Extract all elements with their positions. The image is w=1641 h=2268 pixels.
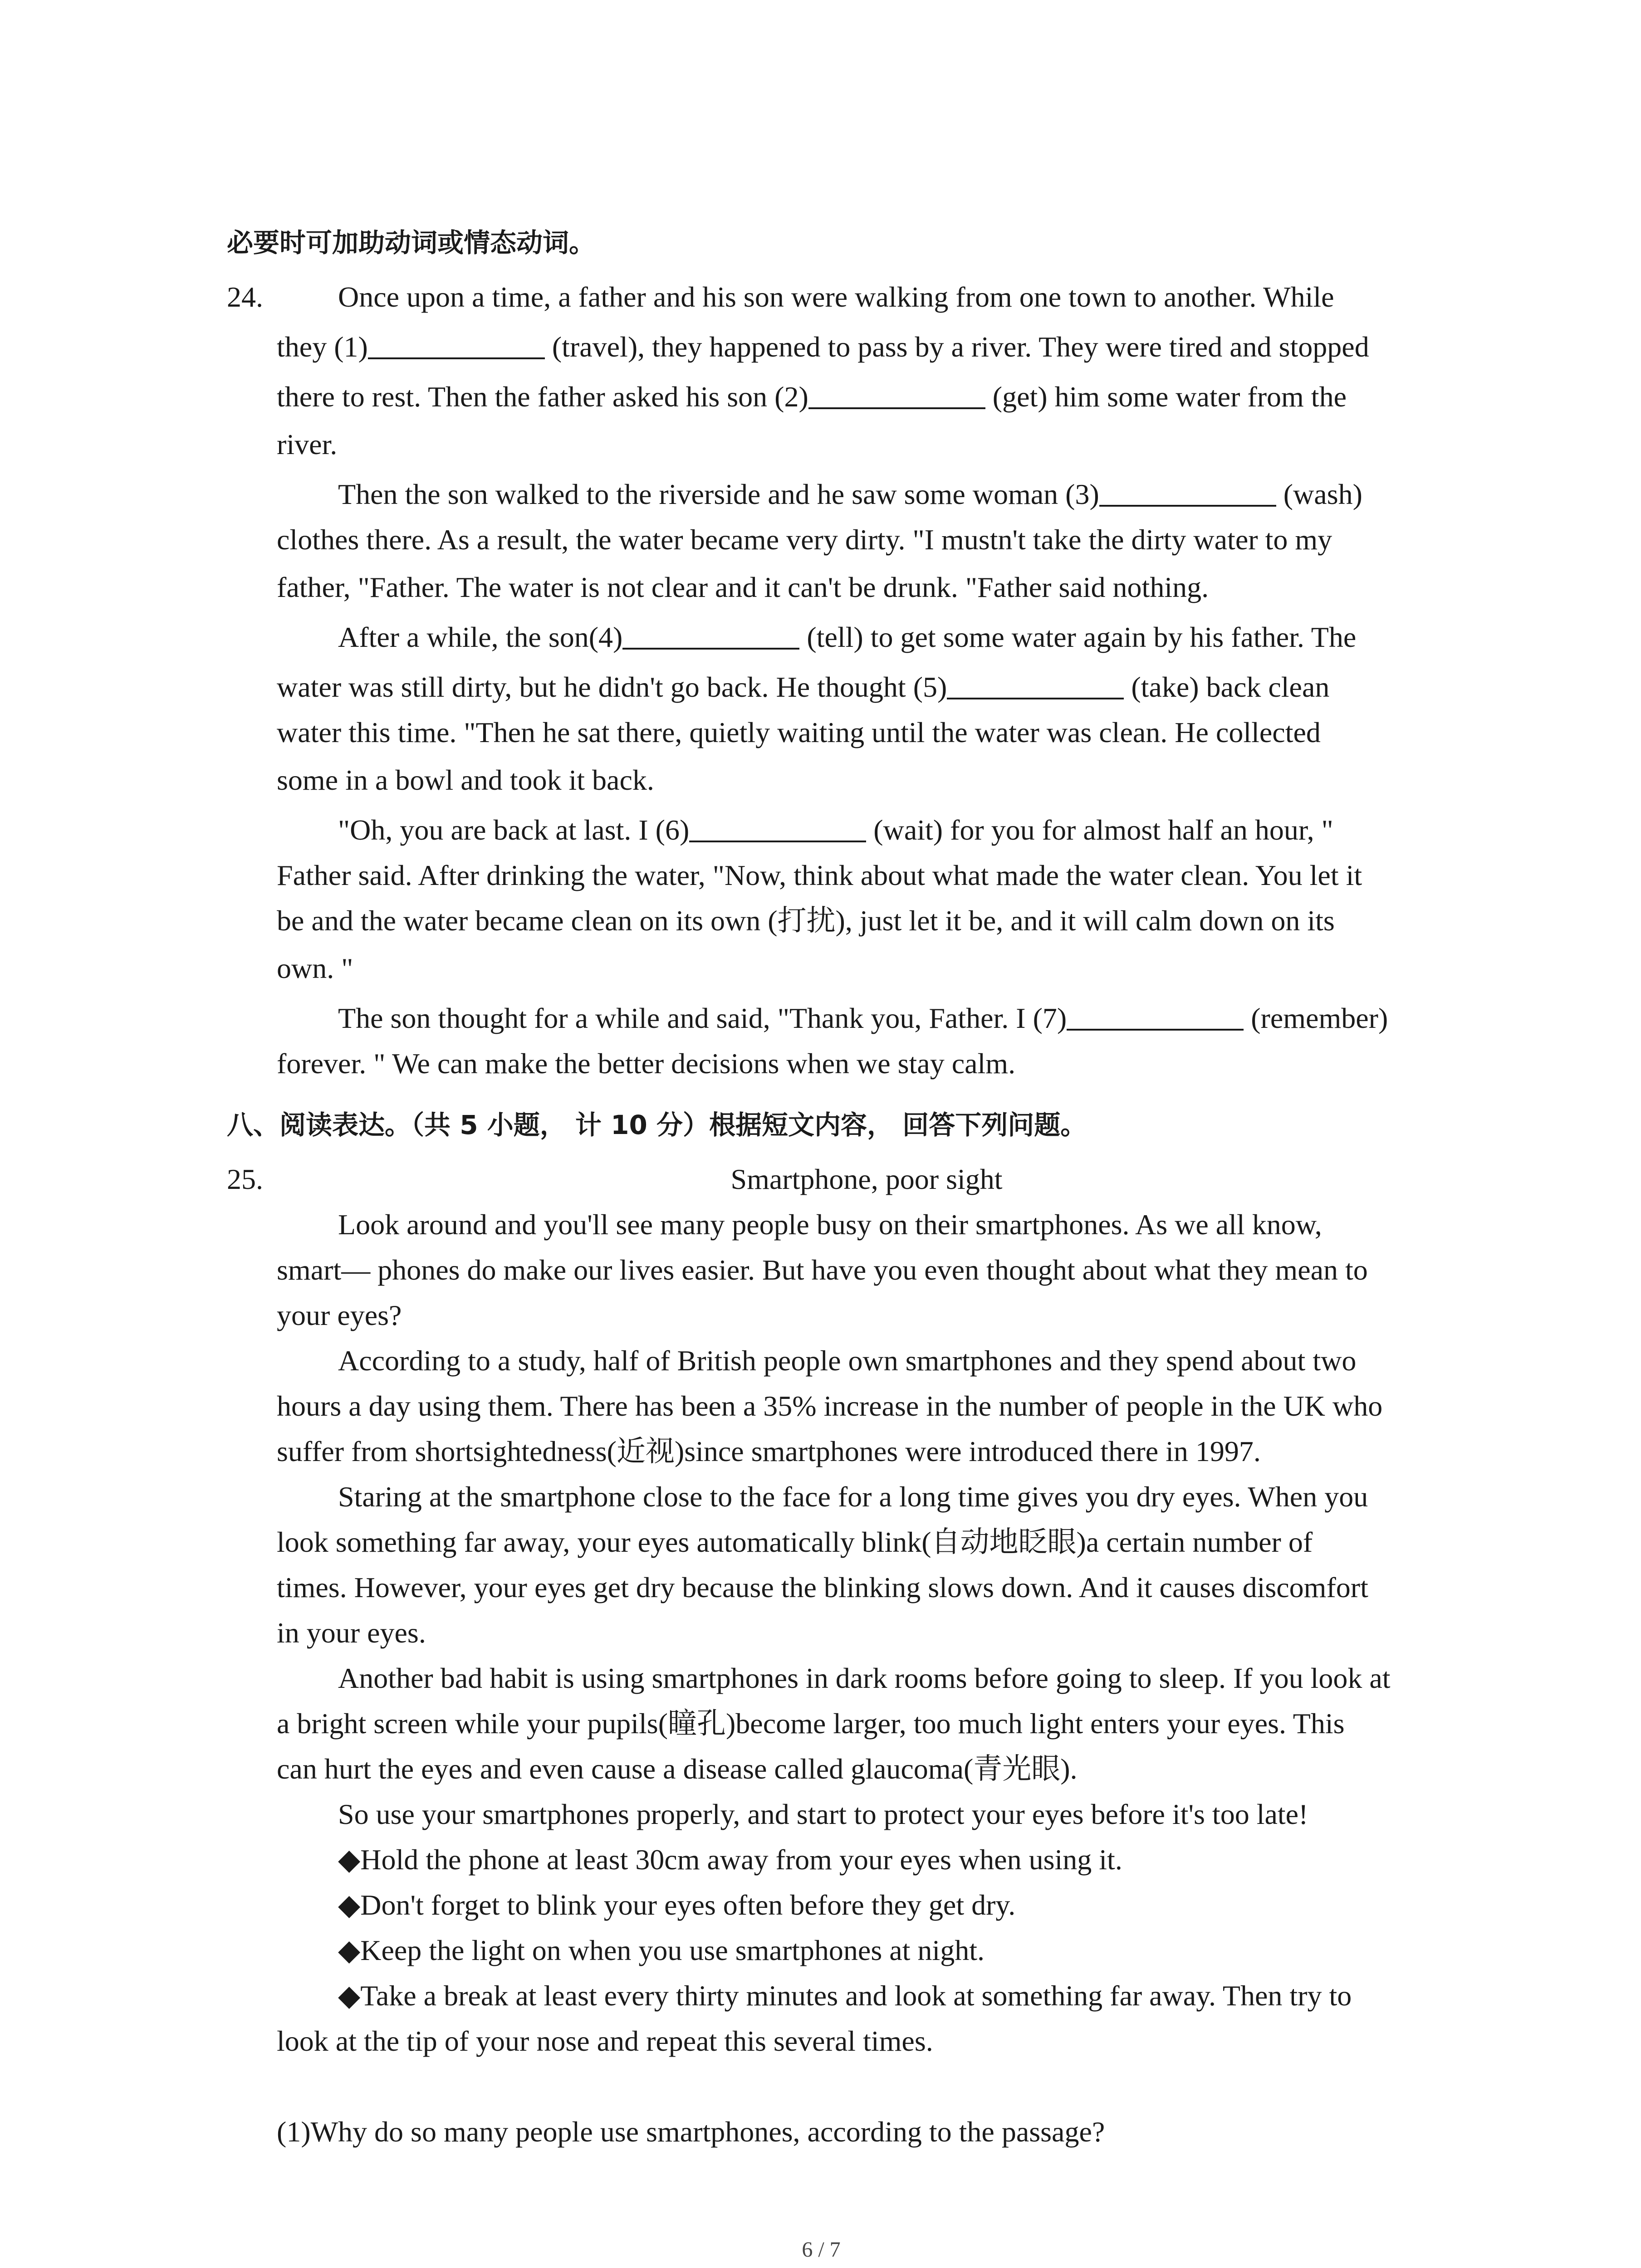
answer-blank-6[interactable] [689, 813, 866, 842]
q24-line: clothes there. As a result, the water became very dirty. "I mustn't take the dirty water to my [277, 523, 1332, 556]
q24-line: "Oh, you are back at last. I (6) (wait) for you for almost half an hour, " [338, 814, 1333, 846]
q25-line: times. However, your eyes get dry because the blinking slows down. And it causes discomfort [277, 1571, 1368, 1603]
tip-item: ◆Hold the phone at least 30cm away from your eyes when using it. [338, 1843, 1122, 1876]
answer-blank-2[interactable] [808, 380, 985, 409]
q25-line: a bright screen while your pupils(瞳孔)become larger, too much light enters your eyes. This [277, 1707, 1345, 1740]
answer-blank-4[interactable] [622, 621, 799, 650]
q25-line: smart— phones do make our lives easier. But have you even thought about what they mean to [277, 1254, 1368, 1286]
q24-line: Then the son walked to the riverside and he saw some woman (3) (wash) [338, 478, 1362, 510]
q25-line: can hurt the eyes and even cause a disease called glaucoma(青光眼). [277, 1753, 1078, 1785]
tip-item: ◆Keep the light on when you use smartphones at night. [338, 1934, 985, 1966]
q24-line: there to rest. Then the father asked his son (2) (get) him some water from the [277, 381, 1347, 413]
answer-blank-5[interactable] [947, 670, 1124, 699]
tip-item: ◆Take a break at least every thirty minutes and look at something far away. Then try to [338, 1980, 1352, 2012]
answer-blank-1[interactable] [368, 330, 545, 359]
q24-line: river. [277, 428, 338, 460]
q24-line: forever. " We can make the better decisions when we stay calm. [277, 1047, 1016, 1080]
q24-line: they (1) (travel), they happened to pass by a river. They were tired and stopped [277, 331, 1369, 363]
q25-line: According to a study, half of British people own smartphones and they spend about two [338, 1344, 1357, 1377]
q24-line: The son thought for a while and said, "Thank you, Father. I (7) (remember) [338, 1002, 1388, 1034]
q25-line: your eyes? [277, 1299, 402, 1331]
answer-blank-7[interactable] [1067, 1002, 1244, 1031]
q25-line: Staring at the smartphone close to the face for a long time gives you dry eyes. When you [338, 1481, 1368, 1513]
q25-line: look something far away, your eyes automatically blink(自动地眨眼)a certain number of [277, 1526, 1313, 1558]
tip-item: look at the tip of your nose and repeat this several times. [277, 2025, 933, 2057]
tip-item: ◆Don't forget to blink your eyes often before they get dry. [338, 1889, 1016, 1921]
q25-line: suffer from shortsightedness(近视)since smartphones were introduced there in 1997. [277, 1435, 1261, 1467]
q24-line: some in a bowl and took it back. [277, 764, 654, 796]
question-25-number: 25. [227, 1163, 263, 1195]
q24-line: After a while, the son(4) (tell) to get some water again by his father. The [338, 621, 1357, 653]
q24-line: own. " [277, 952, 353, 984]
q24-line: father, "Father. The water is not clear and it can't be drunk. "Father said nothing. [277, 571, 1209, 603]
q25-line: in your eyes. [277, 1617, 426, 1649]
section-instruction-tail: 必要时可加助动词或情态动词。 [227, 227, 596, 258]
q24-line: water this time. "Then he sat there, quietly waiting until the water was clean. He collected [277, 716, 1321, 748]
question-24-number: 24. [227, 281, 263, 313]
q24-line: water was still dirty, but he didn't go back. He thought (5) (take) back clean [277, 671, 1330, 703]
q25-line: Look around and you'll see many people busy on their smartphones. As we all know, [338, 1208, 1322, 1241]
q25-line: hours a day using them. There has been a 35% increase in the number of people in the UK who [277, 1390, 1383, 1422]
page-number: 6 / 7 [802, 2238, 841, 2262]
question-25-1: (1)Why do so many people use smartphones, according to the passage? [277, 2116, 1105, 2148]
passage-title: Smartphone, poor sight [730, 1163, 1003, 1195]
q25-line: So use your smartphones properly, and start to protect your eyes before it's too late! [338, 1798, 1308, 1830]
q24-line: Father said. After drinking the water, "Now, think about what made the water clean. You let it [277, 859, 1362, 891]
q24-line: Once upon a time, a father and his son were walking from one town to another. While [338, 281, 1334, 313]
q25-line: Another bad habit is using smartphones in dark rooms before going to sleep. If you look at [338, 1662, 1391, 1694]
section-8-heading: 八、阅读表达。（共 5 小题， 计 10 分）根据短文内容， 回答下列问题。 [227, 1110, 1087, 1140]
q24-line: be and the water became clean on its own (打扰), just let it be, and it will calm down on its [277, 904, 1335, 937]
answer-blank-3[interactable] [1099, 478, 1276, 507]
